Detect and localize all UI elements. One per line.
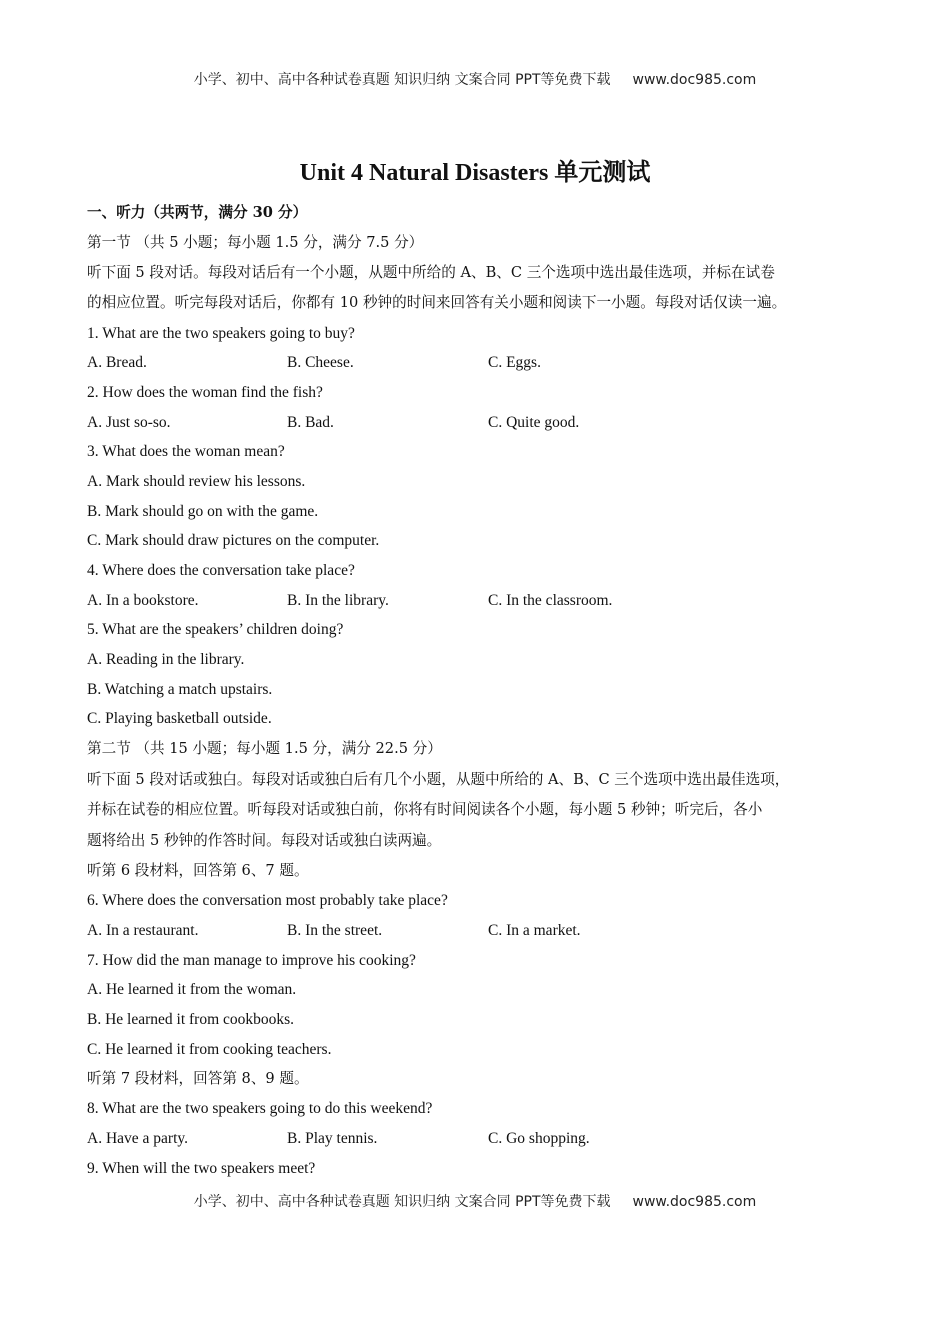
page-title: Unit 4 Natural Disasters 单元测试 — [299, 160, 651, 186]
question-stem: 1. What are the two speakers going to buy? — [87, 325, 355, 342]
option-a: A. Have a party. — [87, 1130, 188, 1147]
option-a: A. Bread. — [87, 354, 147, 371]
section1-instruction-line1: 听下面 5 段对话。每段对话后有一个小题，从题中所给的 A、B、C 三个选项中选出最佳选项，并标在试卷 — [87, 264, 775, 281]
question-stem: 4. Where does the conversation take place? — [87, 562, 355, 579]
option-c: C. In a market. — [488, 922, 581, 939]
question-stem: 5. What are the speakers’ children doing? — [87, 621, 344, 638]
option-b: B. He learned it from cookbooks. — [87, 1011, 295, 1028]
option-c: C. Quite good. — [488, 414, 580, 431]
option-a: A. In a restaurant. — [87, 922, 199, 939]
question-stem: 9. When will the two speakers meet? — [87, 1160, 316, 1177]
option-a: A. Just so-so. — [87, 414, 171, 431]
option-a: A. He learned it from the woman. — [87, 981, 297, 998]
section1-heading: 第一节 （共 5 小题；每小题 1.5 分，满分 7.5 分） — [87, 234, 424, 251]
question-stem: 3. What does the woman mean? — [87, 443, 285, 460]
footer-site-link[interactable]: www.doc985.com — [632, 1194, 757, 1210]
option-b: B. Cheese. — [287, 354, 354, 371]
question-stem: 7. How did the man manage to improve his cooking? — [87, 952, 416, 969]
option-c: C. He learned it from cooking teachers. — [87, 1041, 332, 1058]
option-c: C. Mark should draw pictures on the computer. — [87, 532, 380, 549]
option-c: C. Eggs. — [488, 354, 541, 371]
option-c: C. In the classroom. — [488, 592, 613, 609]
section2-instruction-line2: 并标在试卷的相应位置。听每段对话或独白前，你将有时间阅读各个小题，每小题 5 秒钟；听完后，各小 — [87, 801, 763, 818]
option-b: B. Bad. — [287, 414, 334, 431]
page-header — [0, 69, 950, 89]
question-stem: 2. How does the woman find the fish? — [87, 384, 323, 401]
option-a: A. Reading in the library. — [87, 651, 245, 668]
material-note: 听第 7 段材料，回答第 8、9 题。 — [87, 1070, 309, 1087]
question-stem: 6. Where does the conversation most probably take place? — [87, 892, 448, 909]
section2-heading: 第二节 （共 15 小题；每小题 1.5 分，满分 22.5 分） — [87, 740, 442, 757]
material-note: 听第 6 段材料，回答第 6、7 题。 — [87, 862, 309, 879]
option-b: B. In the street. — [287, 922, 383, 939]
option-c: C. Playing basketball outside. — [87, 710, 272, 727]
option-b: B. In the library. — [287, 592, 389, 609]
option-b: B. Play tennis. — [287, 1130, 378, 1147]
page-footer — [0, 1191, 950, 1211]
option-c: C. Go shopping. — [488, 1130, 590, 1147]
section1-instruction-line2: 的相应位置。听完每段对话后，你都有 10 秒钟的时间来回答有关小题和阅读下一小题。每段对话仅读一遍。 — [87, 294, 787, 311]
section2-instruction-line1: 听下面 5 段对话或独白。每段对话或独白后有几个小题，从题中所给的 A、B、C 三个选项中选出最佳选项， — [87, 771, 790, 788]
option-b: B. Mark should go on with the game. — [87, 503, 319, 520]
option-a: A. In a bookstore. — [87, 592, 199, 609]
option-b: B. Watching a match upstairs. — [87, 681, 273, 698]
header-text: 小学、初中、高中各种试卷真题 知识归纳 文案合同 PPT等免费下载 — [193, 72, 611, 88]
section2-instruction-line3: 题将给出 5 秒钟的作答时间。每段对话或独白读两遍。 — [87, 832, 442, 849]
footer-text: 小学、初中、高中各种试卷真题 知识归纳 文案合同 PPT等免费下载 — [193, 1194, 611, 1210]
question-stem: 8. What are the two speakers going to do this weekend? — [87, 1100, 433, 1117]
header-site-link[interactable]: www.doc985.com — [632, 72, 757, 88]
option-a: A. Mark should review his lessons. — [87, 473, 306, 490]
part1-heading: 一、听力（共两节，满分 30 分） — [87, 204, 308, 221]
